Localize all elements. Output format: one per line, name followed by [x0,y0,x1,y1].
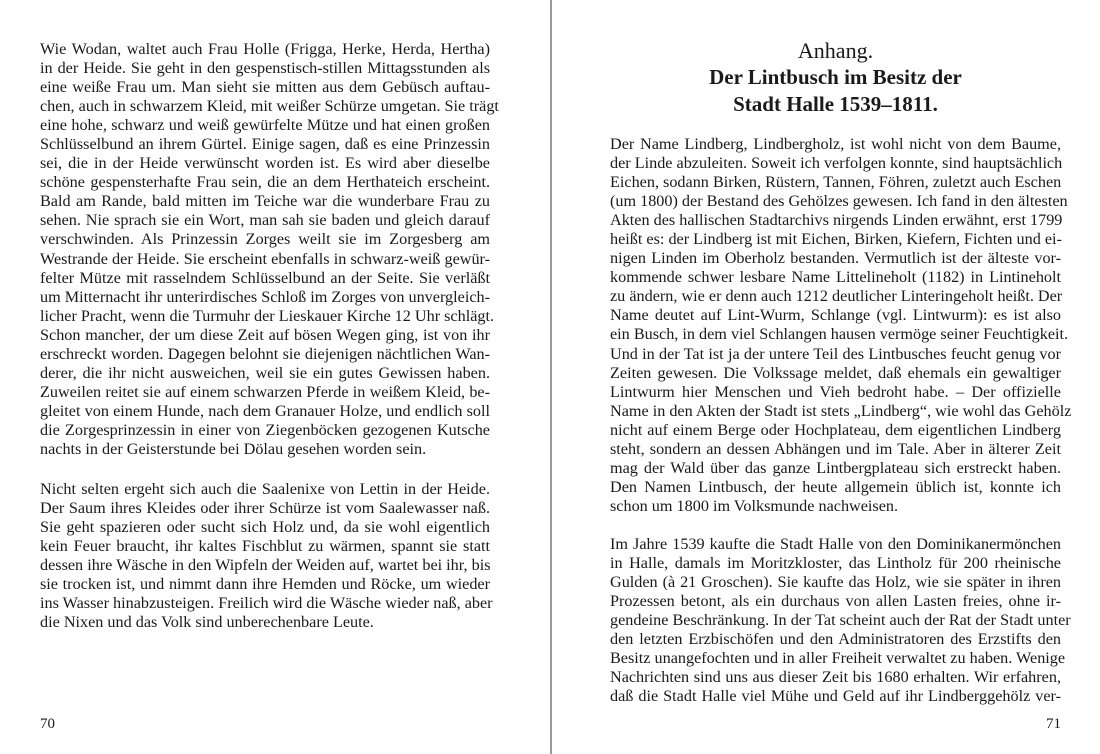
text-line: Nachrichten sind uns aus dieser Zeit bis 1680 erhalten. Wir erfahren, [610,668,1061,687]
text-line: gleitet von einem Hunde, nach dem Granauer Holze, und endlich soll [40,401,490,420]
text-line: Eichen, sodann Birken, Rüstern, Tannen, Föhren, zuletzt auch Eschen [610,173,1062,192]
right-page [610,0,1072,754]
text-line: ins Wasser hinabzusteigen. Freilich wird die Wäsche wieder naß, aber [40,594,493,613]
text-line: nachts in der Geisterstunde bei Dölau gesehen worden sein. [40,439,427,458]
text-line: Und in der Tat ist ja der untere Teil des Lintbusches feucht genug vor [610,344,1061,363]
text-line: verschwinden. Als Prinzessin Zorges weilt sie im Zorgesberg am [40,230,490,249]
text-line: Schon mancher, der um diese Zeit auf bösen Wegen ging, ist von ihr [40,325,490,344]
text-line: um Mitternacht ihr unterirdisches Schloß im Zorges von unvergleich- [40,287,490,306]
text-line: Den Namen Lintbusch, der heute allgemein üblich ist, konnte ich [610,477,1061,496]
text-line: die Zorgesprinzessin in einer von Ziegenböcken gezogenen Kutsche [40,420,490,439]
text-line: Name in den Akten der Stadt ist stets „Lindberg“, wie wohl das Gehölz [610,401,1072,420]
text-line: derer, die ihr nicht ausweichen, weil sie ein gutes Gewissen haben. [40,363,490,382]
text-line: eine hohe, schwarz und weiß gewürfelte Mütze und hat einen großen [40,116,490,135]
text-line: Zeiten gewesen. Die Volkssage meldet, daß ehemals ein gewaltiger [610,363,1061,382]
heading-title-line: Der Lintbusch im Besitz der [709,65,962,89]
chapter-heading [610,38,1061,118]
text-line: Westrande der Heide. Sie erscheint ebenfalls in schwarz-weiß gewür- [40,249,490,268]
text-line: gendeine Beschränkung. In der Tat scheint auch der Rat der Stadt unter [610,611,1071,630]
text-line: sei, die in der Heide verwünscht worden ist. Es wird aber dieselbe [40,154,490,173]
book-gutter-divider [550,0,552,754]
text-line: die Nixen und das Volk sind unberechenbare Leute. [40,613,374,632]
text-line: Nicht selten ergeht sich auch die Saalenixe von Lettin in der Heide. [40,480,490,498]
text-line: Sie geht spazieren oder sucht sich Holz und, da sie wohl eigentlich [40,518,490,537]
text-line: kommende schwer lesbare Name Littelineholt (1182) in Lintineholt [610,268,1061,287]
text-line: felter Mütze mit rasselndem Schlüsselbund an der Seite. Sie verläßt [40,268,490,287]
text-line: schöne gespensterhafte Frau sein, die an dem Herthateich erscheint. [40,173,490,192]
text-line: mag der Wald über das ganze Lintbergplateau sich erstreckt haben. [610,458,1061,477]
text-line: sehen. Nie sprach sie ein Wort, man sah sie baden und gleich darauf [40,211,490,230]
left-page [40,0,499,754]
text-line: in Halle, damals im Moritzkloster, das Lintholz für 200 rheinische [610,554,1061,573]
text-line: schon um 1800 im Volksmunde nachweisen. [610,496,899,515]
text-line: Gulden (à 21 Groschen). Sie kaufte das Holz, wie sie später in ihren [610,573,1061,592]
text-line: Wie Wodan, waltet auch Frau Holle (Frigga, Herke, Herda, Hertha) [40,40,490,58]
text-line: Akten des hallischen Stadtarchivs nirgends Linden erwähnt, erst 1799 [610,211,1063,230]
text-line: heißt es: der Lindberg ist mit Eichen, Birken, Kiefern, Fichten und ei- [610,230,1062,249]
text-line: dessen ihre Wäsche in den Wipfeln der Weiden auf, wartet bei ihr, bis [40,556,491,575]
text-line: (um 1800) der Bestand des Gehölzes gewesen. Ich fand in den ältesten [610,192,1068,211]
text-line: den letzten Erzbischöfen und den Administratoren des Erzstifts den [610,630,1061,649]
page-number: 71 [1046,716,1061,732]
text-line: Zuweilen reitet sie auf einem schwarzen Pferde in weißem Kleid, be- [40,382,490,401]
text-line: kein Feuer braucht, ihr kaltes Fischblut zu wärmen, spannt sie statt [40,537,490,556]
heading-title-line: Stadt Halle 1539–1811. [733,92,938,116]
page-number: 70 [40,716,55,732]
text-line: Im Jahre 1539 kaufte die Stadt Halle von den Dominikanermönchen [610,535,1061,553]
text-line: Der Saum ihres Kleides oder ihrer Schürze ist vom Saalewasser naß. [40,499,490,518]
text-line: daß die Stadt Halle viel Mühe und Geld auf ihr Lindberggehölz ver- [610,687,1061,706]
text-line: sie trocken ist, und nimmt dann ihre Hemden und Röcke, um wieder [40,575,490,594]
paragraph [610,535,1071,706]
text-line: Lintwurm hier Menschen und Vieh bedroht habe. – Der offizielle [610,382,1061,401]
text-line: Name deutet auf Lint-Wurm, Schlange (vgl. Lintwurm): es ist also [610,306,1061,325]
heading-kicker: Anhang. [797,38,874,63]
text-line: erschreckt worden. Dagegen belohnt sie diejenigen nächtlichen Wan- [40,344,490,363]
paragraph [40,40,499,459]
text-line: in der Heide. Sie geht in den gespenstisch-stillen Mittagsstunden als [40,59,490,78]
text-line: Schlüsselbund an ihrem Gürtel. Einige sagen, daß es eine Prinzessin [40,135,490,154]
text-line: nicht auf einem Berge oder Hochplateau, dem eigentlichen Lindberg [610,420,1061,439]
text-line: Besitz unangefochten und in aller Freiheit verwaltet zu haben. Wenige [610,649,1066,668]
text-line: chen, auch in schwarzem Kleid, mit weißer Schürze umgetan. Sie trägt [40,97,499,116]
text-line: Bald am Rande, bald mitten im Teiche war die wunderbare Frau zu [40,192,490,211]
text-line: Der Name Lindberg, Lindbergholz, ist wohl nicht von dem Baume, [610,135,1061,153]
text-line: der Linde abzuleiten. Soweit ich verfolgen konnte, sind hauptsächlich [610,154,1063,173]
text-line: licher Pracht, wenn die Turmuhr der Lieskauer Kirche 12 Uhr schlägt. [40,306,495,325]
text-line: eine weiße Frau um. Man sieht sie mitten aus dem Gebüsch auftau- [40,78,490,97]
text-line: nigen Linden im Oberholz bestanden. Vermutlich ist der älteste vor- [610,249,1061,268]
text-line: zu ändern, wie er denn auch 1212 deutlicher Linteringeholt heißt. Der [610,287,1063,306]
text-line: Prozessen betont, als ein durchaus von allen Lasten freies, ohne ir- [610,592,1061,611]
paragraph [40,480,493,632]
paragraph [610,135,1072,516]
text-line: steht, sondern an dessen Abhängen und im Tale. Aber in älterer Zeit [610,439,1061,458]
text-line: ein Busch, in dem viel Schlangen hausen vermöge seiner Feuchtigkeit. [610,325,1069,344]
